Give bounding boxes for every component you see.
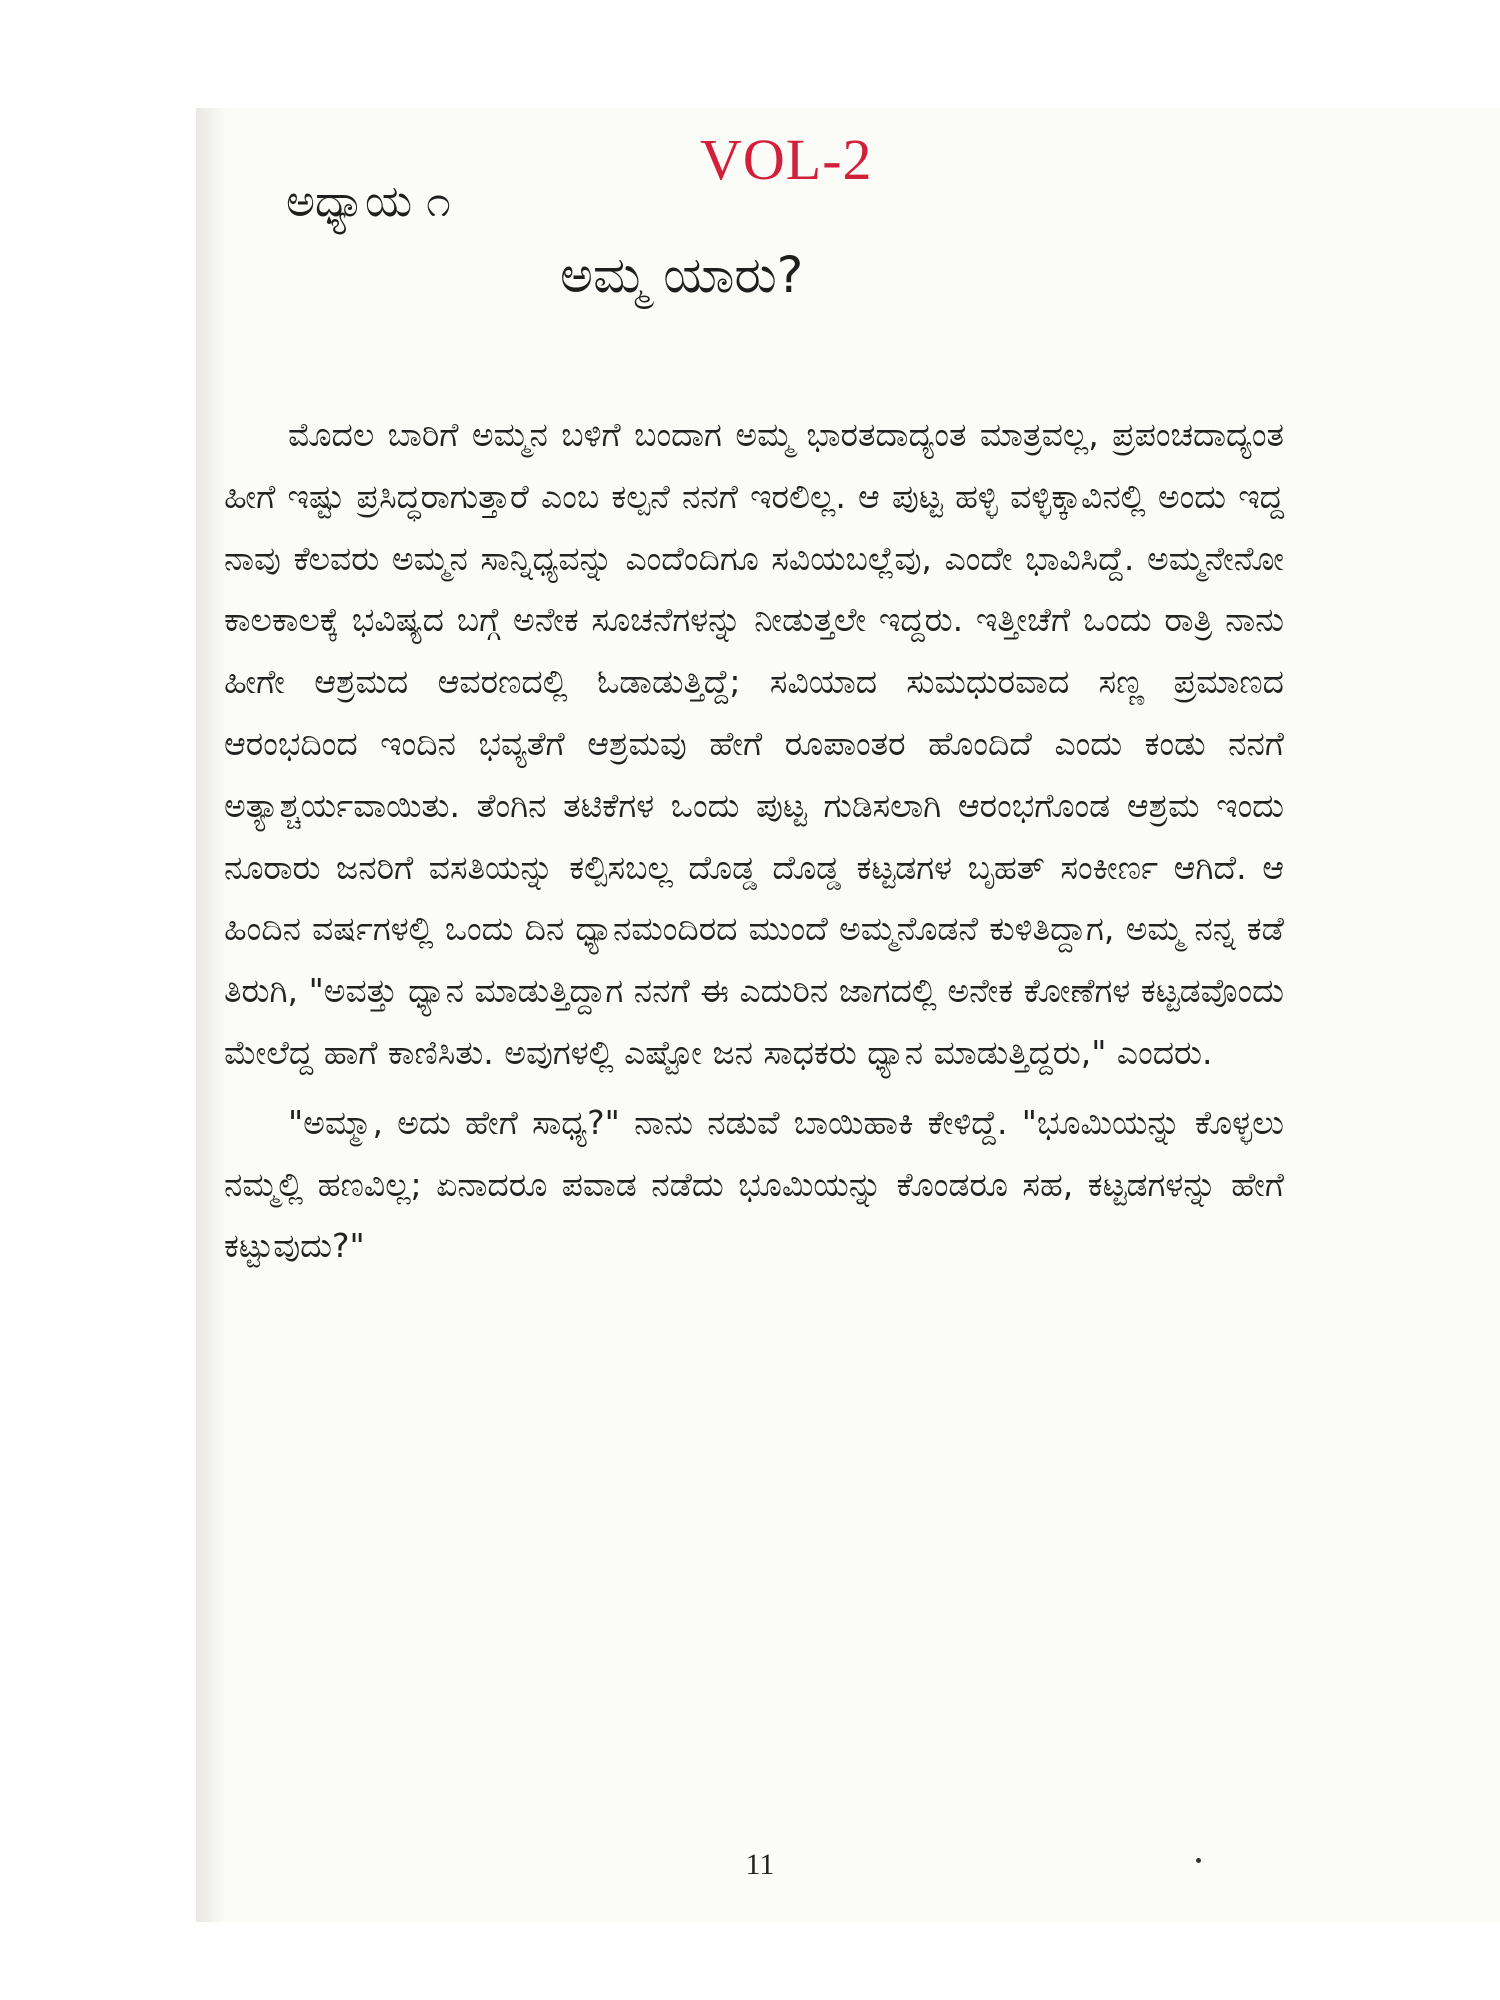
- print-speck: [1196, 1858, 1201, 1863]
- page-number: 11: [745, 1848, 775, 1881]
- volume-label: VOL-2: [700, 127, 873, 192]
- chapter-heading: ಅಧ್ಯಾಯ ೧: [286, 176, 451, 227]
- paragraph: "ಅಮ್ಮಾ, ಅದು ಹೇಗೆ ಸಾಧ್ಯ?" ನಾನು ನಡುವೆ ಬಾಯಿಹಾಕಿ ಕೇಳಿದ್ದೆ. "ಭೂಮಿಯನ್ನು ಕೊಳ್ಳಲು ನಮ್ಮಲ್ಲಿ ಹಣವಿಲ್ಲ; ಏನಾದರೂ ಪವಾಡ ನಡೆದು ಭೂಮಿಯನ್ನು ಕೊಂಡರೂ ಸಹ, ಕಟ್ಟಡಗಳನ್ನು ಹೇಗೆ ಕಟ್ಟುವುದು?": [224, 1102, 1284, 1266]
- body-text: [224, 404, 1284, 1277]
- paragraph: ಮೊದಲ ಬಾರಿಗೆ ಅಮ್ಮನ ಬಳಿಗೆ ಬಂದಾಗ ಅಮ್ಮ ಭಾರತದಾದ್ಯಂತ ಮಾತ್ರವಲ್ಲ, ಪ್ರಪಂಚದಾದ್ಯಂತ ಹೀಗೆ ಇಷ್ಟು ಪ್ರಸಿದ್ಧರಾಗುತ್ತಾರೆ ಎಂಬ ಕಲ್ಪನೆ ನನಗೆ ಇರಲಿಲ್ಲ. ಆ ಪುಟ್ಟ ಹಳ್ಳಿ ವಳ್ಳಿಕ್ಕಾವಿನಲ್ಲಿ ಅಂದು ಇದ್ದ ನಾವು ಕೆಲವರು ಅಮ್ಮನ ಸಾನ್ನಿಧ್ಯವನ್ನು ಎಂದೆಂದಿಗೂ ಸವಿಯಬಲ್ಲೆವು, ಎಂದೇ ಭಾವಿಸಿದ್ದೆ. ಅಮ್ಮನೇನೋ ಕಾಲಕಾಲಕ್ಕೆ ಭವಿಷ್ಯದ ಬಗ್ಗೆ ಅನೇಕ ಸೂಚನೆಗಳನ್ನು ನೀಡುತ್ತಲೇ ಇದ್ದರು. ಇತ್ತೀಚೆಗೆ ಒಂದು ರಾತ್ರಿ ನಾನು ಹೀಗೇ ಆಶ್ರಮದ ಆವರಣದಲ್ಲಿ ಓಡಾಡುತ್ತಿದ್ದೆ; ಸವಿಯಾದ ಸುಮಧುರವಾದ ಸಣ್ಣ ಪ್ರಮಾಣದ ಆರಂಭದಿಂದ ಇಂದಿನ ಭವ್ಯತೆಗೆ ಆಶ್ರಮವು ಹೇಗೆ ರೂಪಾಂತರ ಹೊಂದಿದೆ ಎಂದು ಕಂಡು ನನಗೆ ಅತ್ಯಾಶ್ಚರ್ಯವಾಯಿತು. ತೆಂಗಿನ ತಟಿಕೆಗಳ ಒಂದು ಪುಟ್ಟ ಗುಡಿಸಲಾಗಿ ಆರಂಭಗೊಂಡ ಆಶ್ರಮ ಇಂದು ನೂರಾರು ಜನರಿಗೆ ವಸತಿಯನ್ನು ಕಲ್ಪಿಸಬಲ್ಲ ದೊಡ್ಡ ದೊಡ್ಡ ಕಟ್ಟಡಗಳ ಬೃಹತ್ ಸಂಕೀರ್ಣ ಆಗಿದೆ. ಆ ಹಿಂದಿನ ವರ್ಷಗಳಲ್ಲಿ ಒಂದು ದಿನ ಧ್ಯಾನಮಂದಿರದ ಮುಂದೆ ಅಮ್ಮನೊಡನೆ ಕುಳಿತಿದ್ದಾಗ, ಅಮ್ಮ ನನ್ನ ಕಡೆ ತಿರುಗಿ, "ಅವತ್ತು ಧ್ಯಾನ ಮಾಡುತ್ತಿದ್ದಾಗ ನನಗೆ ಈ ಎದುರಿನ ಜಾಗದಲ್ಲಿ ಅನೇಕ ಕೋಣೆಗಳ ಕಟ್ಟಡವೊಂದು ಮೇಲೆದ್ದ ಹಾಗೆ ಕಾಣಿಸಿತು. ಅವುಗಳಲ್ಲಿ ಎಷ್ಟೋ ಜನ ಸಾಧಕರು ಧ್ಯಾನ ಮಾಡುತ್ತಿದ್ದರು," ಎಂದರು.: [224, 415, 1284, 1072]
- chapter-title: ಅಮ್ಮ ಯಾರು?: [560, 246, 804, 304]
- page-gutter-shadow: [196, 108, 226, 1922]
